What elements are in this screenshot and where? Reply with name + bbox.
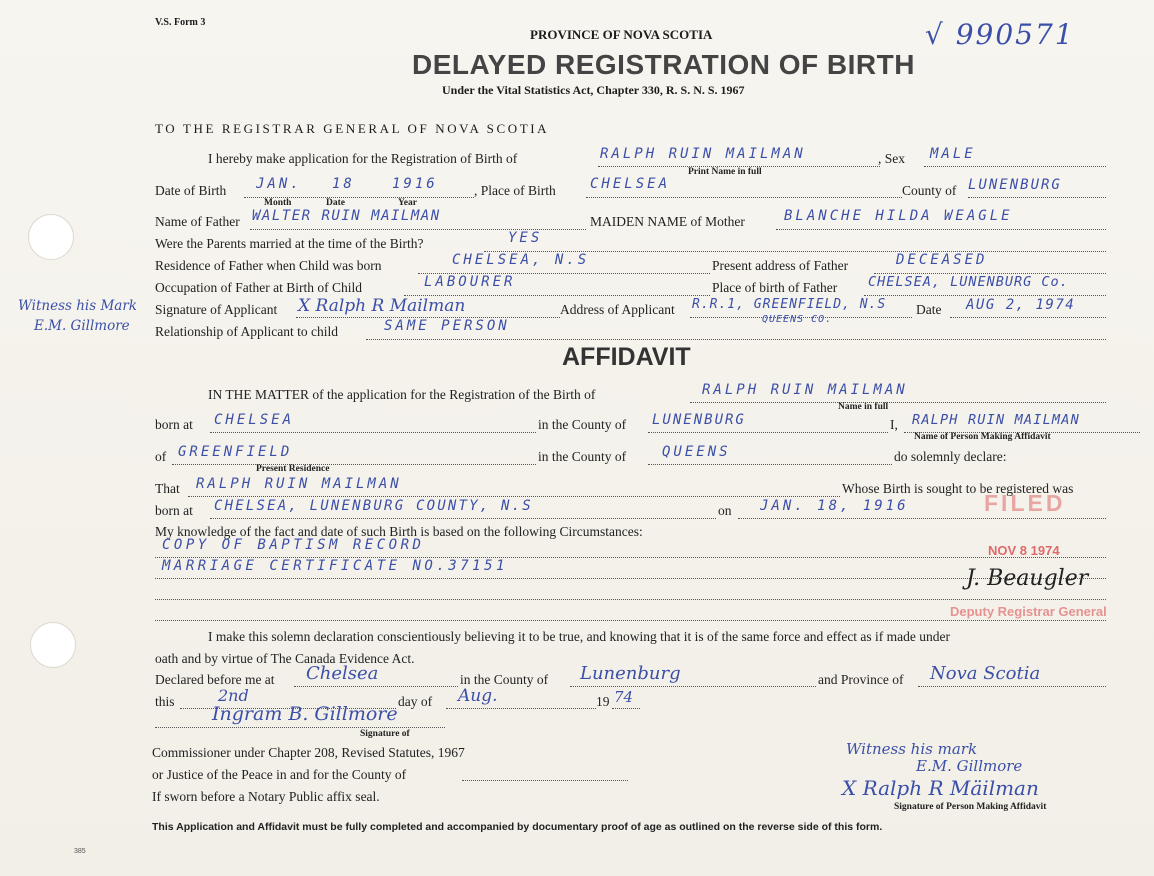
deponent-value: RALPH RUIN MAILMAN [912, 412, 1080, 428]
subtitle: Under the Vital Statistics Act, Chapter 330, R. S. N. S. 1967 [442, 83, 745, 97]
month-caption: Month [264, 198, 292, 208]
month-value: Aug. [458, 686, 498, 706]
dob-year-value: 1916 [392, 176, 438, 192]
father-birthplace-label: Place of birth of Father [712, 280, 838, 295]
declared-county-value: Lunenburg [580, 663, 681, 684]
married-label: Were the Parents married at the time of the Birth? [155, 236, 424, 251]
field-line [210, 518, 716, 519]
page-title: DELAYED REGISTRATION OF BIRTH [412, 49, 915, 80]
field-line [738, 518, 1106, 519]
dob-date-value: 18 [332, 176, 355, 192]
footer-note: This Application and Affidavit must be fully completed and accompanied by documentary proof of age as outlined on the reverse side of this form. [152, 821, 883, 833]
name-caption: Name in full [838, 402, 889, 412]
occupation-label: Occupation of Father at Birth of Child [155, 280, 362, 295]
applicant-address-label: Address of Applicant [560, 302, 675, 317]
signature-caption: Signature of [360, 729, 410, 739]
witness-name: E.M. Gillmore [916, 757, 1023, 775]
day-label: day of [398, 694, 433, 709]
residence-label: Residence of Father when Child was born [155, 258, 382, 273]
residence-value: CHELSEA, N.S [452, 252, 590, 268]
field-line [570, 686, 816, 687]
declared-county-label: in the County of [460, 672, 549, 687]
county2-value: QUEENS [662, 444, 731, 460]
date-value: AUG 2, 1974 [966, 297, 1076, 313]
of-label: of [155, 449, 167, 464]
registrar-signature: J. Beaugler [966, 566, 1089, 591]
applicant-address-value: R.R.1, GREENFIELD, N.S [692, 297, 887, 312]
field-line [690, 402, 1106, 403]
date-label: Date [916, 302, 942, 317]
commissioner-line: Commissioner under Chapter 208, Revised Statutes, 1967 [152, 745, 465, 760]
on-date-value: JAN. 18, 1916 [760, 498, 909, 514]
father-label: Name of Father [155, 214, 240, 229]
mother-value: BLANCHE HILDA WEAGLE [784, 208, 1013, 224]
form-code: V.S. Form 3 [155, 17, 206, 28]
print-code: 385 [74, 848, 86, 855]
residence-value: GREENFIELD [178, 444, 293, 460]
field-line [155, 599, 1106, 600]
born-at-label: born at [155, 417, 193, 432]
county-value: LUNENBURG [968, 177, 1062, 193]
witness-note: Witness his mark [846, 740, 978, 758]
applicant-address-county: QUEENS CO. [762, 314, 833, 325]
solemn-line-1: I make this solemn declaration conscientiously believing it to be true, and knowing that it is of the same force and effect as if made under [208, 629, 951, 644]
field-line [210, 432, 536, 433]
signature-label: Signature of Applicant [155, 302, 278, 317]
declare-label: do solemnly declare: [894, 449, 1007, 464]
year-value: 74 [614, 688, 634, 706]
field-line [188, 496, 840, 497]
notary-line: If sworn before a Notary Public affix seal. [152, 789, 380, 804]
print-name-caption: Print Name in full [688, 167, 762, 177]
knowledge-label: My knowledge of the fact and date of such Birth is based on the following Circumstances: [155, 524, 643, 539]
child-name-value: RALPH RUIN MAILMAN [600, 146, 806, 162]
year-caption: Year [398, 198, 417, 208]
i-label: I, [890, 417, 898, 432]
pob-value: CHELSEA [590, 176, 671, 192]
born-at2-label: born at [155, 503, 193, 518]
punch-hole [28, 214, 74, 260]
intro-label: I hereby make application for the Registration of Birth of [208, 151, 518, 166]
father-value: WALTER RUIN MAILMAN [252, 208, 441, 224]
date-caption: Date [326, 198, 345, 208]
field-line [918, 686, 1106, 687]
present-address-value: DECEASED [896, 252, 988, 268]
declared-at-value: Chelsea [306, 663, 379, 684]
born-at2-value: CHELSEA, LUNENBURG COUNTY, N.S [214, 498, 533, 514]
deponent-caption: Name of Person Making Affidavit [914, 432, 1051, 442]
commissioner-signature: Ingram B. Gillmore [212, 703, 398, 725]
born-at-value: CHELSEA [214, 412, 295, 428]
deponent-signature: X Ralph R Mäilman [842, 776, 1039, 800]
field-line [776, 229, 1106, 230]
relationship-label: Relationship of Applicant to child [155, 324, 338, 339]
county1-value: LUNENBURG [652, 412, 746, 428]
filed-stamp: FILED [984, 490, 1066, 516]
field-line [968, 197, 1106, 198]
deponent-signature-caption: Signature of Person Making Affidavit [894, 802, 1047, 812]
this-label: this [155, 694, 175, 709]
dob-label: Date of Birth [155, 183, 227, 198]
that-label: That [155, 481, 180, 496]
in-county-label: in the County of [538, 417, 627, 432]
field-line [648, 464, 892, 465]
sex-label: , Sex [878, 151, 905, 166]
circumstance-2: MARRIAGE CERTIFICATE NO.37151 [162, 558, 508, 574]
married-value: YES [508, 230, 543, 246]
field-line [462, 780, 628, 781]
present-address-label: Present address of Father [712, 258, 849, 273]
punch-hole [30, 622, 76, 668]
addressee: TO THE REGISTRAR GENERAL OF NOVA SCOTIA [155, 121, 550, 136]
residence-caption: Present Residence [256, 464, 330, 474]
province-label: and Province of [818, 672, 904, 687]
relationship-value: SAME PERSON [384, 318, 510, 334]
in-county-label-2: in the County of [538, 449, 627, 464]
matter-label: IN THE MATTER of the application for the Registration of the Birth of [208, 387, 596, 402]
pob-label: , Place of Birth [474, 183, 556, 198]
field-line [924, 166, 1106, 167]
circumstance-1: COPY OF BAPTISM RECORD [162, 537, 425, 553]
county-label: County of [902, 183, 957, 198]
stamp-date: NOV 8 1974 [988, 543, 1060, 558]
occupation-value: LABOURER [424, 274, 516, 290]
sex-value: MALE [930, 146, 976, 162]
field-line [155, 620, 1106, 621]
day-value: 2nd [218, 686, 249, 705]
field-line [294, 686, 458, 687]
dob-month-value: JAN. [256, 176, 302, 192]
justice-line: or Justice of the Peace in and for the County of [152, 767, 407, 782]
field-line [366, 339, 1106, 340]
that-name-value: RALPH RUIN MAILMAN [196, 476, 402, 492]
mother-label: MAIDEN NAME of Mother [590, 214, 745, 229]
registrar-role: Deputy Registrar General [950, 604, 1107, 619]
field-line [950, 317, 1106, 318]
field-line [612, 708, 640, 709]
applicant-signature: X Ralph R Mailman [298, 296, 466, 316]
affidavit-heading: AFFIDAVIT [562, 343, 691, 371]
sought-label: Whose Birth is sought to be registered was [842, 481, 1074, 496]
matter-name-value: RALPH RUIN MAILMAN [702, 382, 908, 398]
margin-witness-name: E.M. Gillmore [34, 318, 130, 334]
field-line [648, 432, 888, 433]
field-line [155, 578, 1106, 579]
field-line [172, 464, 536, 465]
year-prefix: 19 [596, 694, 610, 709]
margin-witness-note: Witness his Mark [18, 298, 137, 314]
field-line [155, 727, 445, 728]
on-label: on [718, 503, 732, 518]
province-heading: PROVINCE OF NOVA SCOTIA [530, 27, 713, 42]
solemn-line-2: oath and by virtue of The Canada Evidence Act. [155, 651, 415, 666]
field-line [446, 708, 596, 709]
field-line [864, 295, 1106, 296]
declared-label: Declared before me at [155, 672, 275, 687]
father-birthplace-value: CHELSEA, LUNENBURG Co. [868, 274, 1069, 290]
declared-province-value: Nova Scotia [930, 663, 1041, 684]
field-line [586, 197, 902, 198]
reference-number: √ 990571 [925, 18, 1075, 51]
